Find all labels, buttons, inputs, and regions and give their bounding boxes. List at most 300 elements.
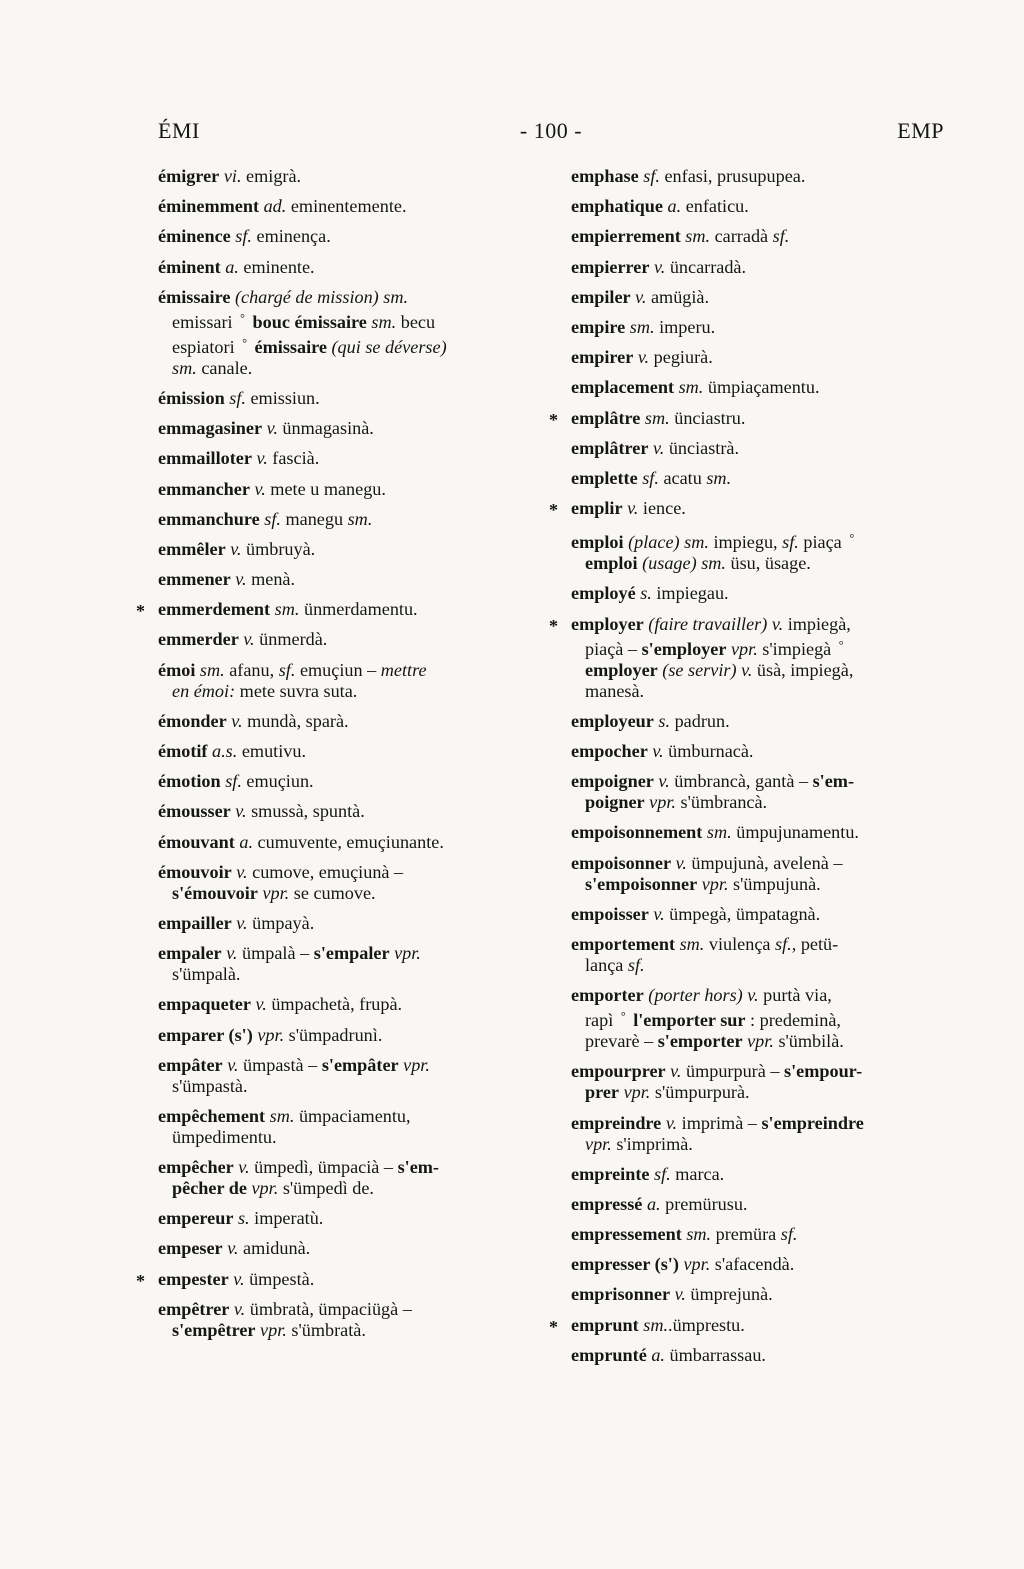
asterisk-marker: * — [549, 1316, 558, 1337]
headword: emparer (s') — [158, 1024, 253, 1045]
headword: empâter — [158, 1054, 223, 1075]
definition-text: manegu — [280, 508, 348, 529]
headword: émotif — [158, 741, 208, 761]
entry-line — [158, 913, 528, 934]
dictionary-entry — [158, 862, 528, 904]
definition-text: ümpedimentu. — [172, 1126, 277, 1147]
grammar-label: sf. — [782, 532, 799, 553]
definition-text: mundà, sparà. — [242, 710, 349, 731]
entry-line — [158, 1055, 528, 1076]
grammar-label: sm. — [678, 377, 704, 398]
page-number: - 100 - — [519, 118, 583, 143]
dictionary-entry — [571, 741, 947, 762]
dictionary-entry — [549, 407, 947, 430]
entry-line — [158, 479, 528, 500]
entry-line — [571, 1134, 947, 1155]
grammar-label: vpr. — [585, 1133, 612, 1154]
entry-line — [571, 792, 947, 813]
grammar-label: s. — [658, 710, 671, 731]
headword: emplette — [571, 467, 638, 488]
grammar-label: v. — [227, 1054, 239, 1075]
definition-text: premürusu. — [660, 1193, 748, 1214]
definition-text: petü- — [796, 933, 839, 954]
grammar-label: (place) — [628, 532, 680, 553]
headword: empêchement — [158, 1105, 266, 1126]
sense-separator: ° — [838, 637, 844, 652]
headword: empiler — [571, 286, 631, 307]
definition-text: ümpegà, ümpatagnà. — [664, 903, 821, 924]
dictionary-entry — [158, 943, 528, 985]
dictionary-entry — [158, 1055, 528, 1097]
entry-line — [158, 539, 528, 560]
definition-text: imprimà – — [677, 1112, 762, 1133]
entry-line — [158, 801, 528, 822]
grammar-label: v. — [771, 613, 784, 634]
grammar-label: vpr. — [251, 1178, 279, 1199]
entry-line — [158, 964, 528, 985]
dictionary-entry — [158, 1208, 528, 1229]
headword: emmancher — [158, 478, 250, 499]
definition-text: ünmagasinà. — [277, 418, 374, 439]
entry-line — [158, 629, 528, 650]
grammar-label: sf. — [235, 226, 252, 247]
headword: emmailloter — [158, 448, 252, 469]
grammar-label: v. — [254, 478, 266, 499]
headword: empeser — [158, 1238, 223, 1259]
headword: émoi — [158, 659, 196, 680]
dictionary-entry — [158, 569, 528, 590]
entry-line — [571, 681, 947, 702]
headword: empresser (s') — [571, 1254, 679, 1275]
definition-text: imperu. — [654, 316, 716, 337]
entry-line — [571, 583, 947, 604]
entry-line — [571, 1061, 947, 1082]
entry-line — [571, 711, 947, 732]
headword: émouvant — [158, 831, 235, 852]
headword: empoigner — [571, 771, 654, 792]
dictionary-entry — [158, 660, 528, 702]
dictionary-entry — [571, 822, 947, 843]
headword: émousser — [158, 801, 231, 822]
grammar-label: s. — [237, 1208, 250, 1229]
headword: émotion — [158, 771, 221, 792]
entry-line — [158, 832, 528, 853]
grammar-label: v. — [235, 569, 247, 590]
grammar-label: v. — [233, 1268, 245, 1289]
entry-line — [571, 553, 947, 574]
grammar-label: v. — [653, 256, 666, 277]
definition-text: espiatori — [172, 336, 240, 357]
dictionary-entry — [158, 166, 528, 187]
entry-line — [571, 408, 947, 429]
grammar-label: sf. — [642, 467, 659, 488]
entry-line — [158, 771, 528, 792]
grammar-label: mettre — [380, 659, 427, 680]
definition-text: emuçiun. — [241, 771, 314, 792]
definition-text: ümburnacà. — [663, 741, 754, 761]
dictionary-entry — [158, 388, 528, 409]
headword: emplir — [571, 498, 623, 519]
definition-text: manesà. — [585, 680, 645, 701]
headword: empailler — [158, 912, 232, 933]
definition-text: ümpalà – — [237, 943, 314, 964]
headword: employé — [571, 583, 636, 604]
entry-line — [571, 614, 947, 635]
definition-text: prevarè – — [585, 1031, 658, 1052]
grammar-label: v. — [635, 286, 647, 307]
definition-text: ience. — [638, 498, 686, 519]
headword: empressé — [571, 1193, 643, 1214]
dictionary-entry — [158, 539, 528, 560]
entry-line — [158, 333, 528, 358]
entry-line — [571, 822, 947, 843]
grammar-label: sf. — [780, 1224, 798, 1245]
definition-text: purtà via, — [758, 985, 832, 1006]
entry-line — [158, 943, 528, 964]
entry-line — [571, 1194, 947, 1215]
headword: emprunt — [571, 1314, 639, 1335]
entry-line — [571, 257, 947, 278]
entry-line — [571, 438, 947, 459]
dictionary-entry — [136, 1268, 528, 1291]
grammar-label: v. — [670, 1061, 682, 1082]
header-left-guideword: ÉMI — [158, 118, 200, 143]
definition-text: amügià. — [646, 286, 710, 307]
grammar-label: sf. — [264, 508, 281, 529]
entry-line — [158, 862, 528, 883]
entry-line — [571, 1164, 947, 1185]
definition-text: ümpayà. — [247, 912, 315, 933]
grammar-label: (usage) — [642, 553, 697, 574]
dictionary-entry — [571, 771, 947, 813]
grammar-label: v. — [741, 659, 753, 680]
headword: pêcher de — [172, 1178, 247, 1199]
dictionary-entry — [549, 498, 947, 521]
dictionary-entry — [158, 479, 528, 500]
headword: émissaire — [254, 336, 327, 357]
definition-text: cumuvente, emuçiunante. — [252, 831, 444, 852]
headword: s'émouvoir — [172, 882, 258, 903]
dictionary-entry — [571, 711, 947, 732]
grammar-label: (faire travailler) — [648, 613, 768, 634]
definition-text: s'ümpujunà. — [728, 873, 821, 894]
entry-line — [158, 1208, 528, 1229]
asterisk-marker: * — [549, 409, 558, 430]
headword: s'empaler — [313, 943, 390, 964]
dictionary-entry — [158, 711, 528, 732]
dictionary-entry — [571, 257, 947, 278]
definition-text: becu — [396, 311, 436, 332]
grammar-label: sm. — [172, 357, 197, 378]
grammar-label: s. — [640, 583, 652, 604]
definition-text: piaça — [798, 532, 847, 553]
grammar-label: vpr. — [649, 792, 676, 813]
definition-text: piaçà – — [585, 638, 642, 659]
definition-text: : predeminà, — [745, 1010, 841, 1031]
headword: empressement — [571, 1224, 682, 1245]
entry-line — [571, 934, 947, 955]
definition-text: ünciastru. — [669, 407, 746, 428]
definition-text: s'ümpastà. — [172, 1075, 248, 1096]
definition-text: ümbrancà, gantà – — [669, 771, 813, 792]
entry-line — [571, 904, 947, 925]
headword: empourprer — [571, 1061, 666, 1082]
definition-text: ümpastà – — [238, 1054, 322, 1075]
grammar-label: sm. — [274, 599, 300, 620]
headword: employer — [585, 659, 658, 680]
headword: emplâtrer — [571, 437, 649, 458]
definition-text: ümpestà. — [244, 1268, 315, 1289]
entry-line — [571, 347, 947, 368]
headword: emmerder — [158, 629, 239, 650]
headword: l'emporter sur — [633, 1010, 746, 1031]
definition-text: emigrà. — [241, 166, 302, 186]
dictionary-entry — [549, 613, 947, 702]
grammar-label: v. — [665, 1112, 678, 1133]
definition-text: smussà, spuntà. — [246, 801, 365, 822]
entry-line — [571, 468, 947, 489]
grammar-label: v. — [227, 1238, 239, 1259]
entry-line — [571, 1345, 947, 1366]
dictionary-entry — [571, 1164, 947, 1185]
grammar-label: sm. — [629, 316, 655, 337]
entry-line — [158, 1127, 528, 1148]
grammar-label: sm. — [383, 286, 409, 307]
dictionary-entry — [158, 226, 528, 247]
grammar-label: sf. — [225, 771, 242, 792]
headword: empoisonnement — [571, 822, 703, 843]
definition-text: ümpaciamentu, — [294, 1105, 411, 1126]
dictionary-entry — [571, 583, 947, 604]
entry-line — [571, 498, 947, 519]
headword: emplâtre — [571, 407, 641, 428]
headword: empereur — [158, 1208, 234, 1229]
definition-text: impiegu, — [708, 532, 783, 553]
grammar-label: sf. — [654, 1163, 671, 1184]
left-column — [136, 166, 528, 1350]
definition-text: ümpachetà, frupà. — [266, 994, 403, 1015]
dictionary-entry — [571, 985, 947, 1052]
grammar-label: sm. — [706, 822, 732, 843]
entry-line — [571, 1113, 947, 1134]
definition-text: viulença — [704, 933, 776, 954]
grammar-label: v. — [747, 985, 759, 1006]
definition-text: ümbratà, ümpaciügà – — [245, 1298, 412, 1319]
dictionary-entry — [571, 1224, 947, 1245]
grammar-label: sf., — [775, 933, 797, 954]
dictionary-entry — [571, 317, 947, 338]
headword: empocher — [571, 741, 648, 761]
definition-text: cumove, emuçiunà – — [247, 861, 404, 882]
entry-line — [571, 874, 947, 895]
definition-text: enfasi, prusupupea. — [659, 166, 806, 186]
dictionary-entry — [136, 599, 528, 622]
definition-text: s'ümbilà. — [773, 1031, 844, 1052]
grammar-label: vpr. — [730, 638, 758, 659]
entry-line — [158, 1076, 528, 1097]
grammar-label: en émoi: — [172, 680, 236, 701]
headword: emphatique — [571, 196, 663, 217]
entry-line — [158, 226, 528, 247]
headword: émigrer — [158, 166, 220, 186]
headword: émouvoir — [158, 861, 232, 882]
definition-text: fascià. — [267, 448, 320, 469]
definition-text: mete suvra suta. — [235, 680, 358, 701]
grammar-label: vpr. — [403, 1054, 430, 1075]
dictionary-entry — [158, 1299, 528, 1341]
dictionary-entry — [571, 468, 947, 489]
headword: s'empâter — [321, 1054, 399, 1075]
dictionary-entry — [158, 913, 528, 934]
dictionary-entry — [571, 1284, 947, 1305]
headword: empreinte — [571, 1163, 650, 1184]
headword: emmêler — [158, 538, 226, 559]
entry-line — [158, 287, 528, 308]
entry-line — [158, 681, 528, 702]
entry-line — [158, 166, 528, 187]
dictionary-entry — [571, 438, 947, 459]
headword: empierrement — [571, 226, 681, 247]
headword: éminemment — [158, 196, 260, 217]
definition-text: ünciastrà. — [664, 437, 740, 458]
grammar-label: (qui se déverse) — [331, 336, 447, 357]
entry-line — [571, 1031, 947, 1052]
entry-line — [571, 226, 947, 247]
grammar-label: sm. — [686, 1224, 712, 1245]
dictionary-entry — [158, 287, 528, 379]
entry-line — [158, 711, 528, 732]
grammar-label: sf. — [643, 166, 660, 186]
definition-text: canale. — [196, 357, 253, 378]
headword: s'em- — [397, 1157, 439, 1178]
definition-text: eminente. — [238, 256, 315, 277]
entry-line — [571, 955, 947, 976]
headword: s'em- — [812, 771, 855, 792]
entry-line — [158, 388, 528, 409]
entry-line — [571, 635, 947, 660]
dictionary-entry — [158, 771, 528, 792]
headword: émissaire — [158, 286, 231, 307]
grammar-label: a. — [651, 1344, 665, 1365]
entry-line — [571, 196, 947, 217]
grammar-label: vpr. — [623, 1082, 651, 1103]
definition-text: üsà, impiegà, — [752, 659, 854, 680]
grammar-label: (se servir) — [662, 659, 737, 680]
dictionary-entry — [158, 629, 528, 650]
definition-text: impiegà, — [783, 613, 851, 634]
definition-text: s'impiegà — [757, 638, 836, 659]
entry-line — [158, 257, 528, 278]
definition-text: emissari — [172, 311, 238, 332]
definition-text: ümpujunamentu. — [731, 822, 859, 843]
entry-line — [571, 1254, 947, 1275]
headword: employeur — [571, 710, 654, 731]
grammar-label: ad. — [263, 196, 287, 217]
dictionary-entry — [571, 226, 947, 247]
grammar-label: v. — [653, 903, 665, 924]
definition-text: ümpedì, ümpacià – — [249, 1157, 398, 1178]
grammar-label: vpr. — [701, 873, 729, 894]
entry-line — [158, 509, 528, 530]
headword: prer — [585, 1082, 620, 1103]
sense-separator: ° — [240, 310, 245, 325]
grammar-label: a. — [646, 1193, 661, 1214]
headword: empoisser — [571, 903, 649, 924]
grammar-label: v. — [675, 852, 687, 873]
grammar-label: sm. — [685, 226, 711, 247]
headword: emmerdement — [158, 599, 271, 620]
definition-text: enfaticu. — [681, 196, 749, 217]
grammar-label: sf. — [278, 659, 296, 680]
definition-text: impiegau. — [651, 583, 729, 604]
headword: s'empoisonner — [585, 873, 698, 894]
grammar-label: vi. — [223, 166, 242, 186]
entry-line — [158, 660, 528, 681]
definition-text: lança — [585, 954, 628, 975]
dictionary-entry — [571, 934, 947, 976]
definition-text: ünmerdà. — [254, 629, 328, 650]
entry-line — [571, 377, 947, 398]
dictionary-entry — [571, 904, 947, 925]
entry-line — [158, 308, 528, 333]
headword: éminent — [158, 256, 221, 277]
grammar-label: v. — [235, 801, 247, 822]
entry-line — [158, 569, 528, 590]
entry-line — [158, 741, 528, 762]
headword: emploi — [571, 532, 624, 553]
definition-text: s'afacendà. — [710, 1254, 795, 1275]
dictionary-entry — [571, 1194, 947, 1215]
dictionary-entry — [571, 377, 947, 398]
definition-text: se cumove. — [289, 882, 376, 903]
entry-line — [158, 1269, 528, 1290]
dictionary-entry — [571, 853, 947, 895]
grammar-label: v. — [658, 771, 670, 792]
grammar-label: (porter hors) — [648, 985, 743, 1006]
entry-line — [571, 1284, 947, 1305]
grammar-label: v. — [674, 1284, 686, 1305]
headword: employer — [571, 613, 644, 634]
dictionary-entry — [158, 448, 528, 469]
page-header — [158, 118, 944, 152]
grammar-label: a.s. — [212, 741, 238, 761]
definition-text: s'ümpalà. — [172, 964, 241, 985]
definition-text: üsu, üsage. — [725, 553, 811, 574]
definition-text: acatu — [658, 467, 707, 488]
definition-text: emuçiun – — [295, 659, 381, 680]
dictionary-entry — [158, 832, 528, 853]
definition-text: afanu, — [224, 659, 279, 680]
grammar-label: a. — [225, 256, 239, 277]
grammar-label: v. — [652, 437, 665, 458]
headword: empester — [158, 1268, 229, 1289]
headword: emplacement — [571, 377, 675, 398]
entry-line — [158, 418, 528, 439]
entry-line — [571, 528, 947, 553]
definition-text: s'imprimà. — [611, 1133, 693, 1154]
grammar-label: vpr. — [260, 1319, 287, 1340]
grammar-label: v. — [243, 629, 255, 650]
entry-line — [571, 1082, 947, 1103]
dictionary-entry — [571, 287, 947, 308]
headword: émission — [158, 387, 225, 408]
asterisk-marker: * — [549, 500, 558, 521]
dictionary-entry — [571, 1061, 947, 1103]
definition-text: ümbruyà. — [241, 538, 316, 559]
dictionary-entry — [158, 1157, 528, 1199]
headword: emporter — [571, 985, 644, 1006]
headword: éminence — [158, 226, 231, 247]
